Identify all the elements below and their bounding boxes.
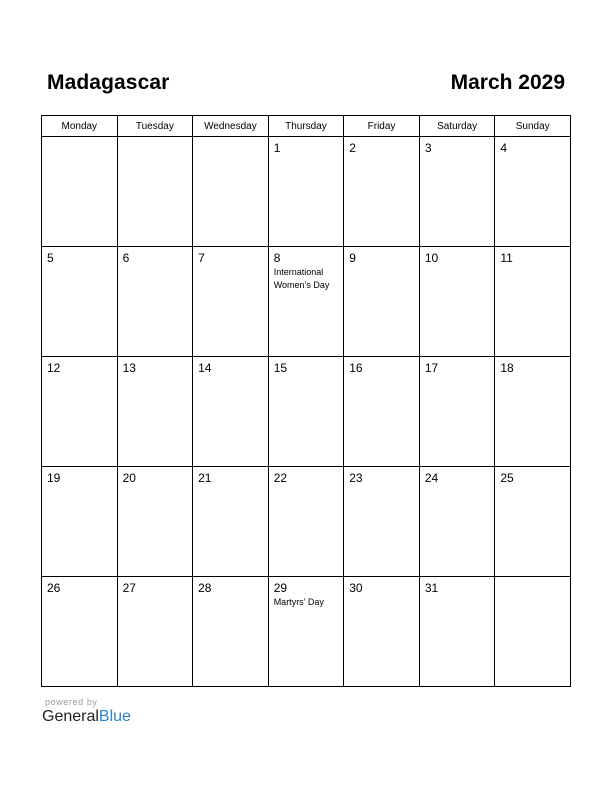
day-cell[interactable] <box>117 137 193 247</box>
day-cell[interactable] <box>344 357 420 467</box>
day-number: 2 <box>349 141 356 155</box>
day-number: 7 <box>198 251 205 265</box>
day-cell[interactable] <box>419 247 495 357</box>
day-cell[interactable] <box>419 467 495 577</box>
day-number: 21 <box>198 471 212 485</box>
powered-by-label: powered by <box>45 697 98 707</box>
day-cell[interactable] <box>268 137 344 247</box>
day-number: 10 <box>424 251 439 265</box>
day-number: 9 <box>349 251 356 265</box>
weekday-header: Friday <box>344 116 420 137</box>
day-number: 23 <box>349 471 363 485</box>
day-cell[interactable] <box>268 357 344 467</box>
day-number: 27 <box>122 581 136 595</box>
day-number: 8 <box>273 251 281 265</box>
day-cell[interactable] <box>268 467 344 577</box>
week-row <box>42 577 571 687</box>
day-cell[interactable] <box>117 247 193 357</box>
day-cell[interactable] <box>117 577 193 687</box>
day-number: 4 <box>500 141 508 155</box>
day-cell[interactable] <box>419 577 495 687</box>
day-number: 13 <box>122 361 136 375</box>
day-number: 31 <box>424 581 439 595</box>
calendar-grid <box>41 115 571 687</box>
holiday-label: International Women’s Day <box>273 267 330 290</box>
day-cell[interactable] <box>344 577 420 687</box>
day-number: 12 <box>47 361 61 375</box>
day-cell[interactable] <box>495 357 571 467</box>
day-number: 18 <box>500 361 514 375</box>
generalblue-logo[interactable] <box>42 708 131 726</box>
day-number: 1 <box>273 141 281 155</box>
day-cell[interactable] <box>344 247 420 357</box>
day-cell[interactable] <box>495 247 571 357</box>
weekday-header: Monday <box>42 116 118 137</box>
day-cell[interactable] <box>419 137 495 247</box>
day-number: 20 <box>122 471 136 485</box>
week-row <box>42 137 571 247</box>
day-number: 26 <box>47 581 61 595</box>
day-number: 15 <box>273 361 288 375</box>
brand-general: General <box>42 708 99 725</box>
day-cell[interactable] <box>117 467 193 577</box>
country-title: Madagascar <box>47 71 170 94</box>
day-number: 30 <box>349 581 363 595</box>
weekday-header: Wednesday <box>193 116 269 137</box>
day-number: 16 <box>349 361 363 375</box>
day-number: 25 <box>500 471 514 485</box>
day-cell[interactable] <box>268 247 344 357</box>
day-cell[interactable] <box>42 247 118 357</box>
day-number: 3 <box>424 141 432 155</box>
day-number: 6 <box>122 251 130 265</box>
day-number: 28 <box>198 581 212 595</box>
day-cell[interactable] <box>193 357 269 467</box>
day-cell[interactable] <box>193 247 269 357</box>
weekday-header: Tuesday <box>117 116 193 137</box>
day-cell[interactable] <box>419 357 495 467</box>
day-cell[interactable] <box>495 137 571 247</box>
day-cell[interactable] <box>344 137 420 247</box>
day-number: 5 <box>47 251 54 265</box>
day-cell[interactable] <box>193 577 269 687</box>
week-row <box>42 467 571 577</box>
day-cell[interactable] <box>42 467 118 577</box>
month-year-title: March 2029 <box>450 71 565 94</box>
day-cell[interactable] <box>344 467 420 577</box>
weekday-header-row <box>42 116 571 137</box>
week-row <box>42 357 571 467</box>
day-number: 22 <box>273 471 288 485</box>
day-cell[interactable] <box>42 577 118 687</box>
day-cell[interactable] <box>193 467 269 577</box>
day-number: 17 <box>424 361 439 375</box>
day-number: 29 <box>273 581 288 595</box>
weekday-header: Saturday <box>419 116 495 137</box>
day-cell[interactable] <box>495 577 571 687</box>
day-cell[interactable] <box>117 357 193 467</box>
weekday-header: Thursday <box>268 116 344 137</box>
day-number: 19 <box>47 471 61 485</box>
weekday-header: Sunday <box>495 116 571 137</box>
brand-blue: Blue <box>98 708 131 725</box>
day-number: 11 <box>500 251 513 265</box>
day-cell[interactable] <box>193 137 269 247</box>
day-number: 24 <box>424 471 439 485</box>
day-number: 14 <box>198 361 212 375</box>
day-cell[interactable] <box>495 467 571 577</box>
holiday-label: Martyrs’ Day <box>273 597 324 607</box>
day-cell[interactable] <box>42 357 118 467</box>
day-cell[interactable] <box>42 137 118 247</box>
day-cell[interactable] <box>268 577 344 687</box>
week-row <box>42 247 571 357</box>
